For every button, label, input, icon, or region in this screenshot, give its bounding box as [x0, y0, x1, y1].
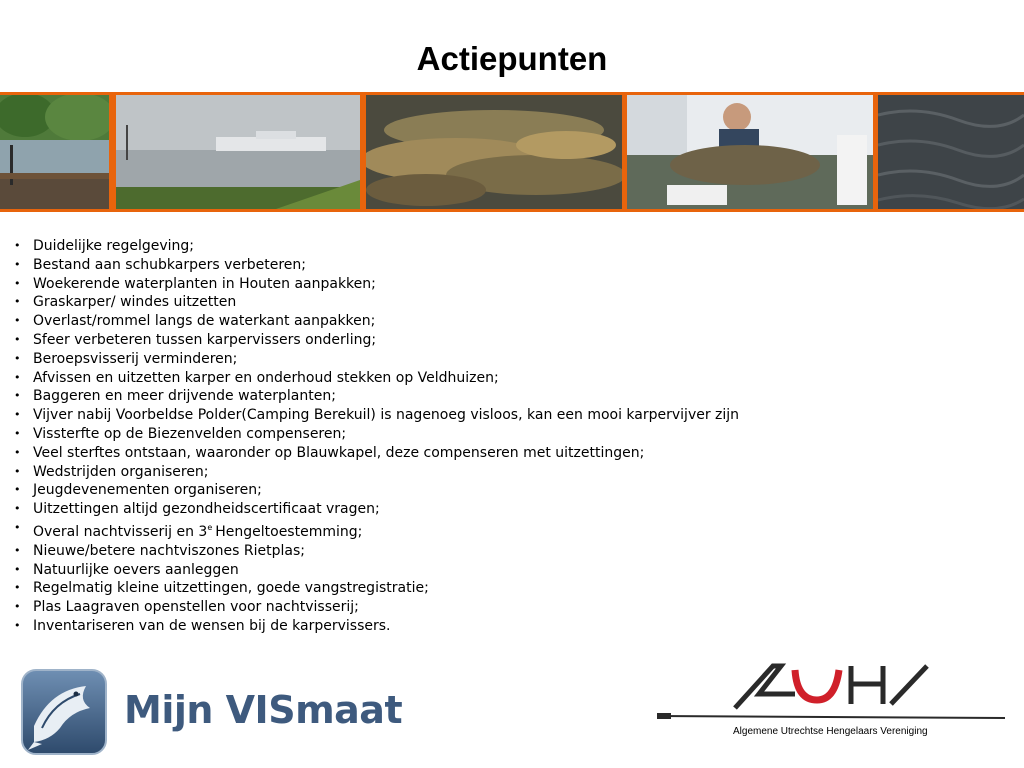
action-item: • Uitzettingen altijd gezondheidscertificaat vragen; [14, 500, 739, 519]
fish-logo-icon [20, 668, 108, 756]
action-item: • Baggeren en meer drijvende waterplanten; [14, 387, 739, 406]
photo-lake-trees [0, 95, 109, 209]
action-item: • Vijver nabij Voorbeldse Polder(Camping Berekuil) is nagenoeg visloos, kan een mooi karpervijver zijn [14, 406, 739, 425]
action-item: • Overlast/rommel langs de waterkant aanpakken; [14, 312, 739, 331]
photo-lake-buildings [116, 95, 360, 209]
action-item: • Vissterfte op de Biezenvelden compenseren; [14, 425, 739, 444]
action-item: • Natuurlijke oevers aanleggen [14, 561, 739, 580]
action-item [14, 519, 739, 542]
photo-carp-pile [366, 95, 622, 209]
action-item: • Beroepsvisserij verminderen; [14, 350, 739, 369]
mijn-vismaat-logo [20, 668, 403, 758]
auhv-caption: Algemene Utrechtse Hengelaars Vereniging [733, 726, 928, 737]
action-item: • Veel sterftes ontstaan, waaronder op Blauwkapel, deze compenseren met uitzettingen; [14, 444, 739, 463]
action-item: • Graskarper/ windes uitzetten [14, 293, 739, 312]
action-item-text: Hengeltoestemming; [215, 523, 363, 540]
action-item: • Afvissen en uitzetten karper en onderhoud stekken op Veldhuizen; [14, 369, 739, 388]
slide-title: Actiepunten [416, 40, 608, 77]
action-item: • Regelmatig kleine uitzettingen, goede vangstregistratie; [14, 579, 739, 598]
action-item: • Sfeer verbeteren tussen karpervissers onderling; [14, 331, 739, 350]
photo-strip [0, 92, 1024, 212]
action-item: • Woekerende waterplanten in Houten aanpakken; [14, 275, 739, 294]
auhv-mark [655, 660, 1007, 722]
action-list [14, 237, 739, 636]
vismaat-wordmark: Mijn VISmaat [124, 688, 403, 732]
action-item: • Bestand aan schubkarpers verbeteren; [14, 256, 739, 275]
action-item: • Plas Laagraven openstellen voor nachtvisserij; [14, 598, 739, 617]
action-item: • Inventariseren van de wensen bij de karpervissers. [14, 617, 739, 636]
action-item: • Jeugdevenementen organiseren; [14, 481, 739, 500]
action-item: • Nieuwe/betere nachtviszones Rietplas; [14, 542, 739, 561]
action-item: • Wedstrijden organiseren; [14, 463, 739, 482]
action-item-text: Overal nachtvisserij en 3 [33, 523, 208, 540]
photo-water-surface [878, 95, 1024, 209]
auhv-logo [655, 660, 1007, 745]
photo-angler-carp [627, 95, 873, 209]
action-item: • Duidelijke regelgeving; [14, 237, 739, 256]
ordinal-superscript: e [207, 522, 213, 532]
